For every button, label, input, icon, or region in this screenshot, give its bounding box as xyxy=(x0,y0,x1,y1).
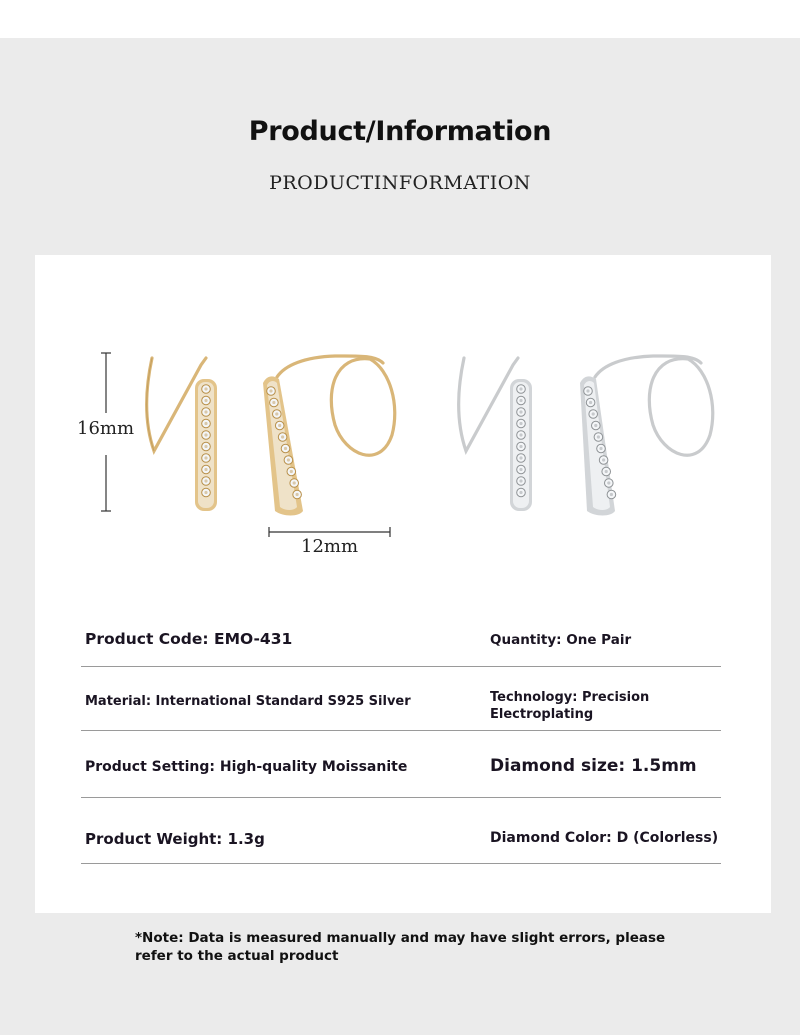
stone-facet-icon xyxy=(519,491,522,494)
page-subtitle: PRODUCTINFORMATION xyxy=(269,172,531,194)
material: Material: International Standard S925 Silver xyxy=(85,694,411,709)
stone-facet-icon xyxy=(204,433,207,436)
stone-facet-icon xyxy=(519,445,522,448)
stone-facet-icon xyxy=(204,456,207,459)
stone-facet-icon xyxy=(605,470,608,473)
product-setting: Product Setting: High-quality Moissanite xyxy=(85,759,408,775)
diamond-color: Diamond Color: D (Colorless) xyxy=(490,830,719,846)
stone-facet-icon xyxy=(610,493,613,496)
stone-facet-icon xyxy=(597,435,600,438)
stone-facet-icon xyxy=(519,456,522,459)
product-weight: Product Weight: 1.3g xyxy=(85,830,265,848)
product-code: Product Code: EMO-431 xyxy=(85,630,293,648)
stone-facet-icon xyxy=(290,470,293,473)
stone-facet-icon xyxy=(287,458,290,461)
stone-facet-icon xyxy=(275,412,278,415)
stone-facet-icon xyxy=(278,424,281,427)
stone-facet-icon xyxy=(519,399,522,402)
stone-facet-icon xyxy=(594,424,597,427)
stone-facet-icon xyxy=(281,435,284,438)
stone-facet-icon xyxy=(592,412,595,415)
stone-facet-icon xyxy=(204,387,207,390)
stone-facet-icon xyxy=(204,410,207,413)
measurement-note: *Note: Data is measured manually and may have slight errors, please refer to the actual product xyxy=(135,930,666,964)
stone-facet-icon xyxy=(204,399,207,402)
technology: Technology: Precision Electroplating xyxy=(490,690,650,722)
spec-table xyxy=(81,605,721,864)
stone-facet-icon xyxy=(272,401,275,404)
stone-facet-icon xyxy=(519,479,522,482)
spec-row xyxy=(81,731,721,798)
stone-facet-icon xyxy=(269,389,272,392)
width-label: 12mm xyxy=(301,536,359,557)
stone-facet-icon xyxy=(204,468,207,471)
height-label: 16mm xyxy=(77,418,135,439)
top-band xyxy=(0,0,800,38)
moissanite-stones xyxy=(202,385,616,499)
stone-facet-icon xyxy=(519,433,522,436)
stone-facet-icon xyxy=(204,491,207,494)
stone-facet-icon xyxy=(599,447,602,450)
stone-facet-icon xyxy=(204,445,207,448)
stone-facet-icon xyxy=(607,481,610,484)
stone-facet-icon xyxy=(293,481,296,484)
stone-facet-icon xyxy=(204,479,207,482)
earring-illustration xyxy=(35,255,771,585)
diamond-size: Diamond size: 1.5mm xyxy=(490,756,697,776)
stone-facet-icon xyxy=(589,401,592,404)
stone-facet-icon xyxy=(284,447,287,450)
quantity: Quantity: One Pair xyxy=(490,632,632,648)
spec-row xyxy=(81,605,721,667)
product-card xyxy=(35,255,771,913)
spec-row xyxy=(81,798,721,864)
stone-facet-icon xyxy=(519,387,522,390)
stone-facet-icon xyxy=(204,422,207,425)
spec-row xyxy=(81,667,721,731)
stone-facet-icon xyxy=(519,410,522,413)
stone-facet-icon xyxy=(519,468,522,471)
stone-facet-icon xyxy=(586,389,589,392)
page-title: Product/Information xyxy=(248,116,552,147)
stone-facet-icon xyxy=(602,458,605,461)
stone-facet-icon xyxy=(519,422,522,425)
stone-facet-icon xyxy=(296,493,299,496)
